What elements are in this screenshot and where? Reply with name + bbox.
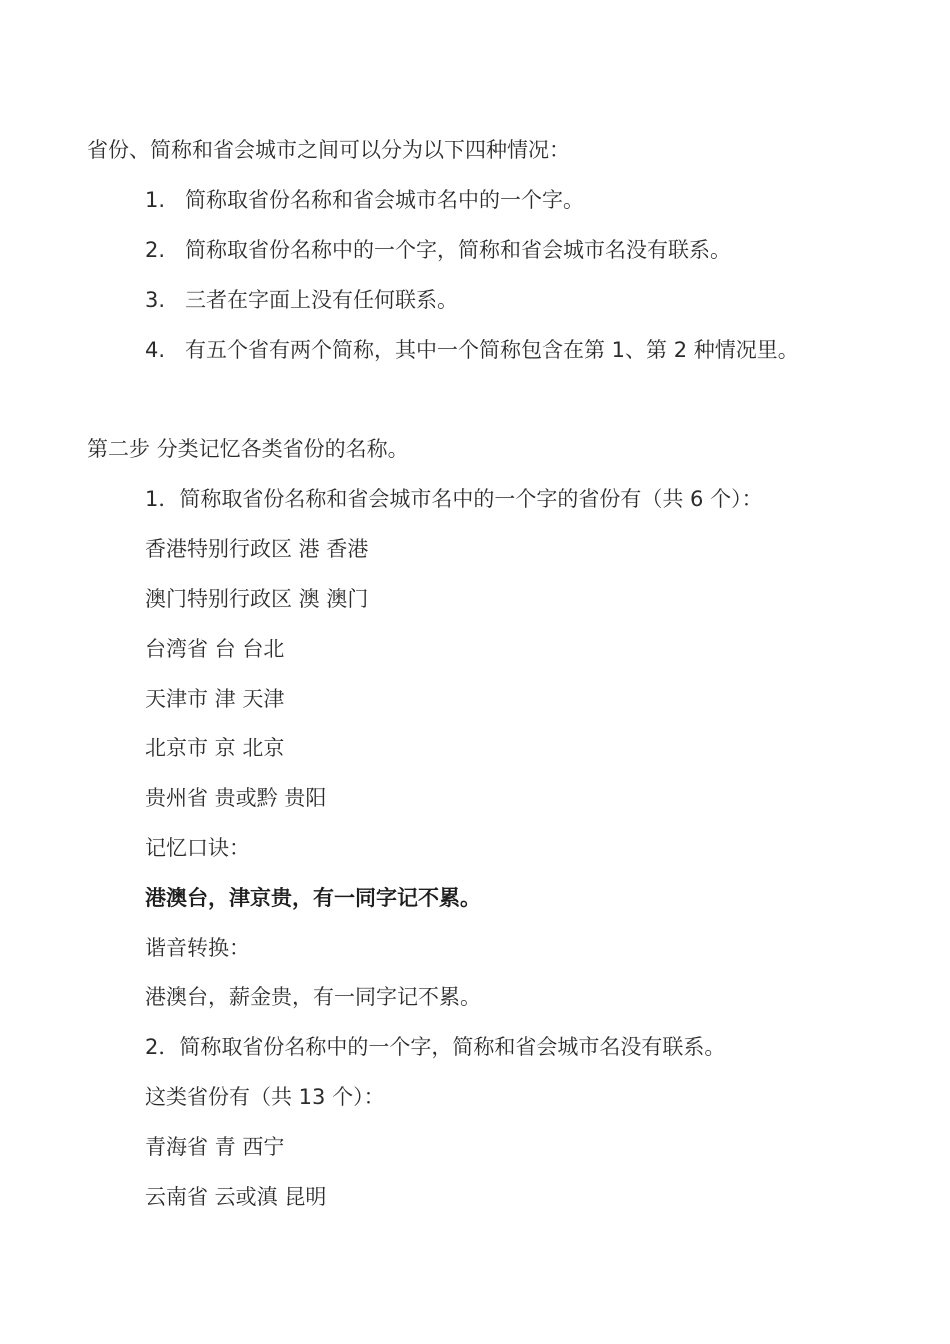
province-row: 台湾省 台 台北 <box>145 637 285 661</box>
list-item-number: 1. <box>145 188 166 212</box>
list-item-number: 3. <box>145 288 166 312</box>
homophone-text: 港澳台，薪金贵，有一同字记不累。 <box>145 985 481 1009</box>
list-item-number: 2. <box>145 238 166 262</box>
list-item <box>145 286 458 314</box>
mnemonic-text: 港澳台，津京贵，有一同字记不累。 <box>145 886 481 910</box>
mnemonic-label: 记忆口诀： <box>145 836 250 860</box>
section2-heading: 第二步 分类记忆各类省份的名称。 <box>87 437 409 461</box>
province-row: 青海省 青 西宁 <box>145 1135 285 1159</box>
category2-title: 2．简称取省份名称中的一个字，简称和省会城市名没有联系。 <box>145 1035 726 1059</box>
category2-count: 这类省份有（共 13 个）： <box>145 1085 385 1109</box>
section1-intro: 省份、简称和省会城市之间可以分为以下四种情况： <box>87 138 570 162</box>
province-row: 澳门特别行政区 澳 澳门 <box>145 587 369 611</box>
list-item <box>145 336 799 364</box>
province-row: 云南省 云或滇 昆明 <box>145 1185 327 1209</box>
list-item-text: 简称取省份名称中的一个字，简称和省会城市名没有联系。 <box>185 238 731 262</box>
list-item <box>145 186 584 214</box>
list-item <box>145 236 731 264</box>
province-row: 香港特别行政区 港 香港 <box>145 537 369 561</box>
list-item-text: 简称取省份名称和省会城市名中的一个字。 <box>185 188 584 212</box>
list-item-text: 三者在字面上没有任何联系。 <box>185 288 458 312</box>
province-row: 贵州省 贵或黔 贵阳 <box>145 786 327 810</box>
list-item-number: 4. <box>145 338 166 362</box>
province-row: 天津市 津 天津 <box>145 687 285 711</box>
province-row: 北京市 京 北京 <box>145 736 285 760</box>
category1-title: 1．简称取省份名称和省会城市名中的一个字的省份有（共 6 个）： <box>145 487 763 511</box>
homophone-label: 谐音转换： <box>145 936 250 960</box>
list-item-text: 有五个省有两个简称，其中一个简称包含在第 1、第 2 种情况里。 <box>185 338 799 362</box>
